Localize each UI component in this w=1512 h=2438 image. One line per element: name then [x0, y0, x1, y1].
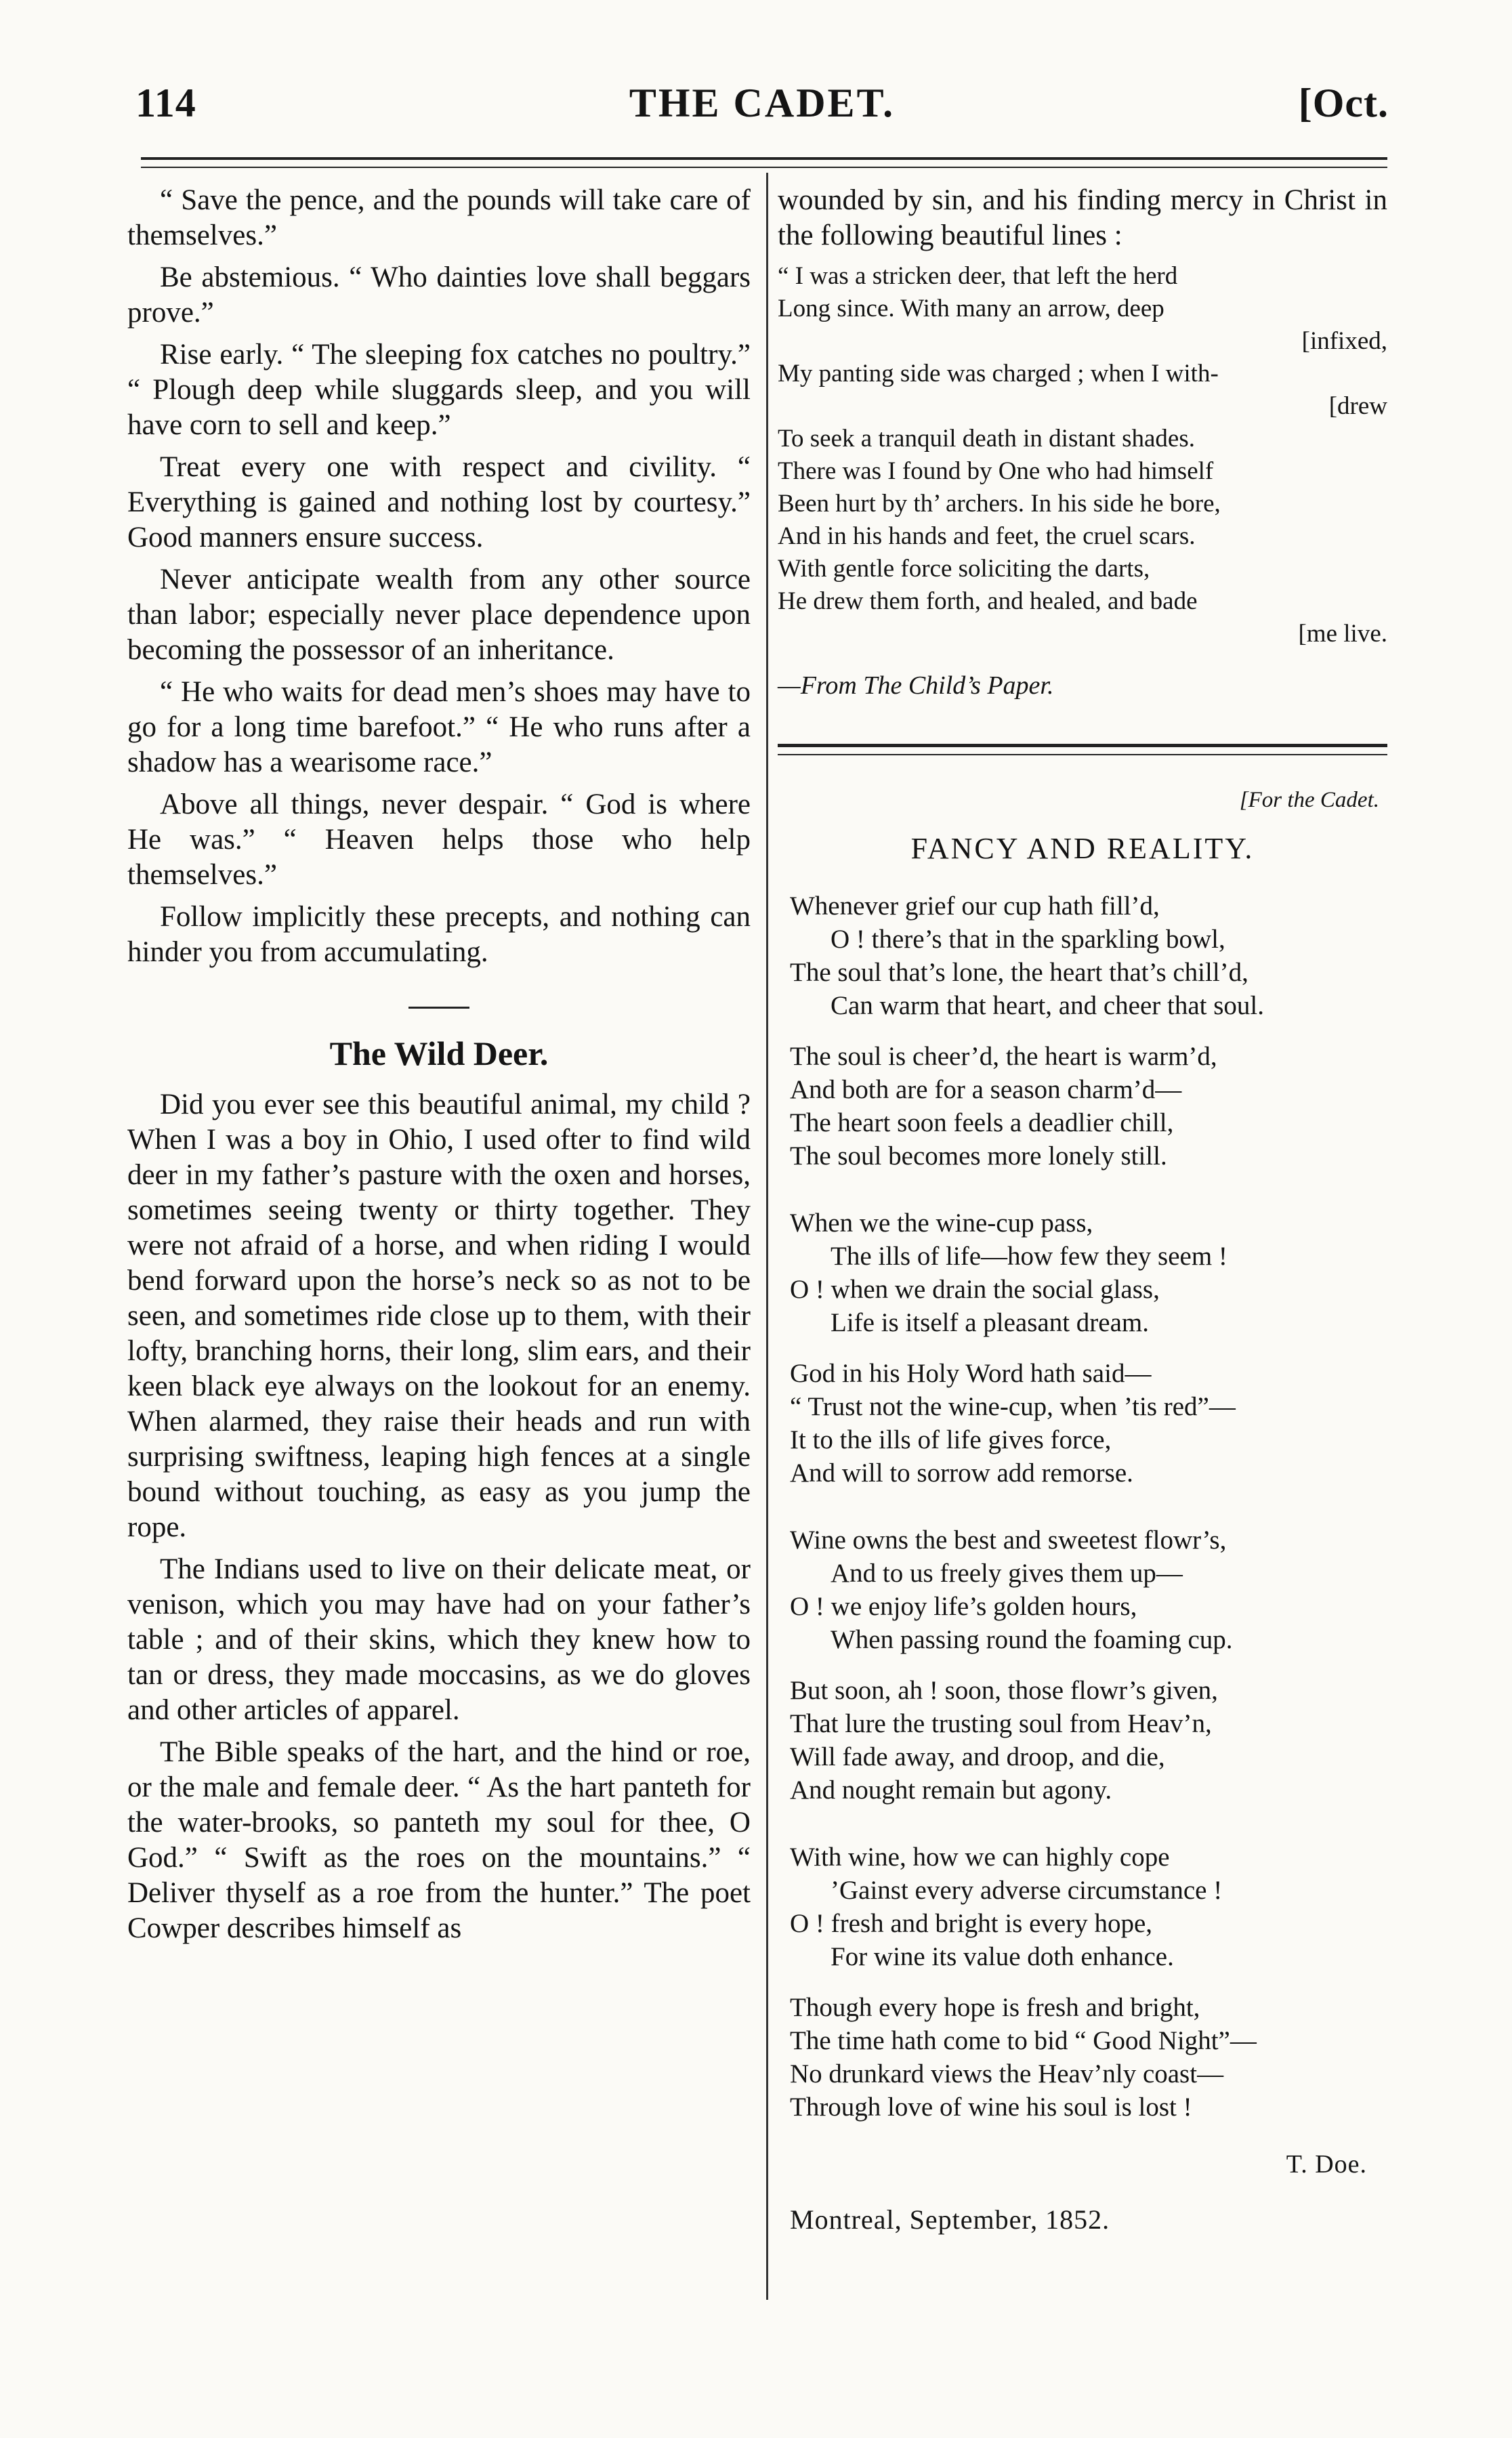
header-rule [141, 157, 1387, 168]
poem-stanza [790, 1991, 1387, 2124]
poem-title: FANCY AND REALITY. [910, 832, 1255, 865]
quotation-line: [me live. [1298, 620, 1387, 648]
poem-stanza [790, 1040, 1387, 1173]
page-number: 114 [135, 81, 196, 125]
article-paragraph: Did you ever see this beautiful animal, my child ? When I was a boy in Ohio, I used ofter to find wild deer in my father’s pasture with the oxen and horses, sometimes seeing twenty or thirty together. They were not afraid of a horse, and when riding I would bend forward upon the horse’s neck so as not to be seen, and sometimes ride close up to them, with their lofty, branching horns, their long, slim ears, and their keen black eye always on the lookout for an enemy. When alarmed, they raise their heads and run with surprising swiftness, leaping high fences at a single bound without touching, as easy as you jump the rope. [127, 1089, 751, 1543]
maxim-paragraph: “ Save the pence, and the pounds will take care of themselves.” [127, 184, 751, 251]
source-credit: —From The Child’s Paper. [778, 671, 1054, 700]
poem-line: The soul becomes more lonely still. [790, 1141, 1167, 1171]
poem-line: But soon, ah ! soon, those flowr’s given, [790, 1676, 1218, 1705]
poem-line: The heart soon feels a deadlier chill, [790, 1108, 1174, 1137]
cowper-quotation [778, 260, 1387, 650]
poem-line: ’Gainst every adverse circumstance ! [831, 1876, 1223, 1905]
poem-line: Life is itself a pleasant dream. [831, 1308, 1149, 1337]
maxim-paragraph: Never anticipate wealth from any other source than labor; especially never place dependence upon becoming the possessor of an inheritance. [127, 564, 751, 666]
poem-line: When passing round the foaming cup. [831, 1625, 1233, 1654]
poem-line: Will fade away, and droop, and die, [790, 1742, 1165, 1771]
poem-line: And nought remain but agony. [790, 1775, 1112, 1805]
poem-line: “ Trust not the wine-cup, when ’tis red”— [790, 1392, 1236, 1421]
maxim-paragraph: Treat every one with respect and civility. “ Everything is gained and nothing lost by courtesy.” Good manners ensure success. [127, 451, 751, 553]
poem-stanza [790, 1523, 1387, 1656]
poem-line: O ! there’s that in the sparkling bowl, [831, 925, 1225, 954]
maxim-paragraph: Above all things, never despair. “ God is where He was.” “ Heaven helps those who help themselves.” [127, 789, 751, 891]
right-column [778, 183, 1387, 2237]
quotation-line: With gentle force soliciting the darts, [778, 555, 1150, 583]
quotation-line: There was I found by One who had himself [778, 457, 1214, 485]
maxim-paragraph: Follow implicitly these precepts, and nothing can hinder you from accumulating. [127, 901, 751, 968]
poem-line: The soul is cheer’d, the heart is warm’d, [790, 1042, 1217, 1071]
poem-line: The soul that’s lone, the heart that’s chill’d, [790, 958, 1248, 987]
poem-line: O ! when we drain the social glass, [790, 1275, 1160, 1304]
running-head [135, 80, 1389, 134]
article-paragraph: The Indians used to live on their delicate meat, or venison, which you may have had on your father’s table ; and of their skins, which they knew how to tan or dress, they made moccasins, as we do gloves and other articles of apparel. [127, 1553, 751, 1726]
poem-line: For wine its value doth enhance. [831, 1942, 1174, 1971]
quotation-line: [infixed, [1301, 327, 1387, 355]
quotation-line: To seek a tranquil death in distant shades. [778, 425, 1195, 453]
poem-line: And both are for a season charm’d— [790, 1075, 1182, 1104]
poem-line: When we the wine-cup pass, [790, 1209, 1093, 1238]
poem-line: The ills of life—how few they seem ! [831, 1242, 1227, 1271]
quotation-line: “ I was a stricken deer, that left the herd [778, 262, 1178, 290]
poem-line: Wine owns the best and sweetest flowr’s, [790, 1526, 1227, 1555]
maxim-paragraph: “ He who waits for dead men’s shoes may have to go for a long time barefoot.” “ He who runs after a shadow has a wearisome race.” [127, 676, 751, 778]
maxim-paragraph: Rise early. “ The sleeping fox catches no poultry.” “ Plough deep while sluggards sleep, and you will have corn to sell and keep.” [127, 339, 751, 441]
poem-line: God in his Holy Word hath said— [790, 1359, 1152, 1388]
maxim-paragraph: Be abstemious. “ Who dainties love shall beggars prove.” [127, 261, 751, 329]
poem-stanza [790, 1357, 1387, 1490]
poem-line: Whenever grief our cup hath fill’d, [790, 891, 1160, 921]
article-title: The Wild Deer. [329, 1034, 549, 1072]
poem-stanza [790, 1206, 1387, 1339]
quotation-line: He drew them forth, and healed, and bade [778, 587, 1198, 615]
poem-line: Through love of wine his soul is lost ! [790, 2093, 1192, 2122]
poem-stanza [790, 1674, 1387, 1807]
poem-line: It to the ills of life gives force, [790, 1425, 1112, 1454]
contributor-line: [For the Cadet. [1239, 788, 1379, 812]
poem-stanza [790, 889, 1387, 1022]
poem-line: Though every hope is fresh and bright, [790, 1993, 1200, 2022]
quotation-line: Been hurt by th’ archers. In his side he bore, [778, 490, 1221, 518]
poem-line: And will to sorrow add remorse. [790, 1458, 1133, 1488]
quotation-line: And in his hands and feet, the cruel scars. [778, 522, 1196, 550]
poem-stanza [790, 1841, 1387, 1973]
poem-line: No drunkard views the Heav’nly coast— [790, 2059, 1224, 2088]
left-column [127, 183, 751, 1953]
poem-line: The time hath come to bid “ Good Night”— [790, 2026, 1257, 2055]
poem-line: O ! fresh and bright is every hope, [790, 1909, 1153, 1938]
poem-line: Can warm that heart, and cheer that soul. [831, 991, 1265, 1020]
poem-line: And to us freely gives them up— [831, 1559, 1183, 1588]
article-continuation: wounded by sin, and his finding mercy in Christ in the following beautiful lines : [778, 184, 1387, 251]
article-paragraph: The Bible speaks of the hart, and the hind or roe, or the male and female deer. “ As the hart panteth for the water-brooks, so panteth my soul for thee, O God.” “ Swift as the roes on the mountains.” “ Deliver thyself as a roe from the hunter.” The poet Cowper describes himself as [127, 1736, 751, 1944]
section-separator [408, 1007, 469, 1009]
quotation-line: My panting side was charged ; when I with- [778, 360, 1219, 387]
poem-line: That lure the trusting soul from Heav’n, [790, 1709, 1212, 1738]
poem-line: With wine, how we can highly cope [790, 1843, 1170, 1872]
quotation-line: Long since. With many an arrow, deep [778, 295, 1164, 322]
poem-line: O ! we enjoy life’s golden hours, [790, 1592, 1137, 1621]
issue-month: [Oct. [1298, 81, 1389, 125]
poem-signature: T. Doe. [1286, 2150, 1367, 2179]
quotation-line: [drew [1328, 392, 1387, 420]
column-divider [766, 173, 768, 2300]
journal-title: THE CADET. [629, 81, 896, 125]
dateline: Montreal, September, 1852. [790, 2204, 1110, 2235]
section-rule [778, 744, 1387, 755]
